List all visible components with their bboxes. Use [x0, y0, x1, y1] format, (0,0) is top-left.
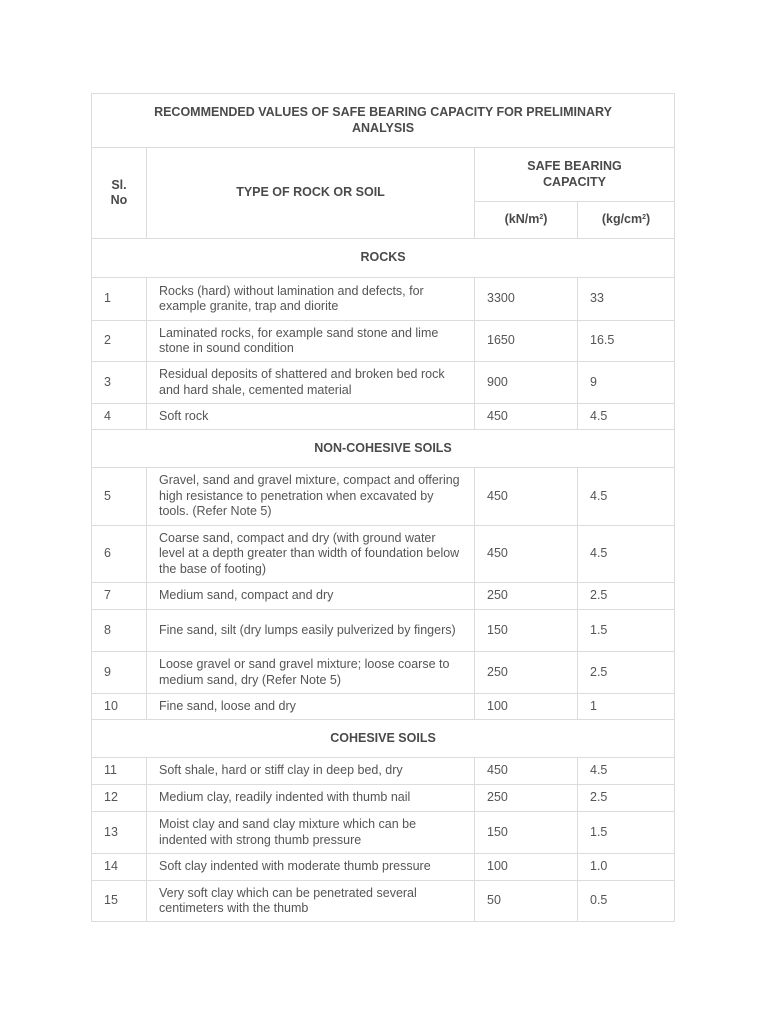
table-row — [92, 785, 675, 812]
value-kn: 3300 — [475, 278, 578, 321]
section-row — [92, 720, 675, 758]
soil-description: Fine sand, loose and dry — [147, 694, 475, 720]
table-row — [92, 468, 675, 526]
soil-description: Soft shale, hard or stiff clay in deep bed, dry — [147, 758, 475, 785]
header-row-1 — [92, 148, 675, 202]
value-kg: 9 — [578, 362, 675, 404]
table-row — [92, 610, 675, 652]
row-number: 9 — [92, 652, 147, 694]
table-row — [92, 321, 675, 362]
section-title: COHESIVE SOILS — [92, 720, 675, 758]
value-kn: 100 — [475, 694, 578, 720]
unit-kn-close: ) — [543, 212, 548, 227]
row-number: 13 — [92, 812, 147, 854]
table-title: RECOMMENDED VALUES OF SAFE BEARING CAPACITY FOR PRELIMINARY ANALYSIS — [92, 94, 675, 148]
table-row — [92, 881, 675, 922]
sl-no-header: Sl. No — [92, 148, 147, 239]
soil-description: Loose gravel or sand gravel mixture; loose coarse to medium sand, dry (Refer Note 5) — [147, 652, 475, 694]
unit-kg-sup: 2 — [642, 214, 647, 222]
soil-description: Moist clay and sand clay mixture which can be indented with strong thumb pressure — [147, 812, 475, 854]
type-header: TYPE OF ROCK OR SOIL — [147, 148, 475, 239]
value-kn: 1650 — [475, 321, 578, 362]
soil-description: Very soft clay which can be penetrated several centimeters with the thumb — [147, 881, 475, 922]
value-kg: 1 — [578, 694, 675, 720]
soil-description: Gravel, sand and gravel mixture, compact and offering high resistance to penetration when excavated by tools. (Refer Note 5) — [147, 468, 475, 526]
value-kg: 16.5 — [578, 321, 675, 362]
title-row — [92, 94, 675, 148]
row-number: 2 — [92, 321, 147, 362]
row-number: 7 — [92, 583, 147, 610]
value-kn: 50 — [475, 881, 578, 922]
value-kn: 450 — [475, 526, 578, 583]
value-kn: 450 — [475, 468, 578, 526]
row-number: 8 — [92, 610, 147, 652]
value-kn: 250 — [475, 583, 578, 610]
section-row — [92, 430, 675, 468]
soil-description: Soft rock — [147, 404, 475, 430]
value-kg: 4.5 — [578, 758, 675, 785]
value-kn: 250 — [475, 785, 578, 812]
table-row — [92, 812, 675, 854]
value-kg: 2.5 — [578, 583, 675, 610]
value-kn: 150 — [475, 610, 578, 652]
table-row — [92, 404, 675, 430]
table-row — [92, 854, 675, 881]
value-kn: 150 — [475, 812, 578, 854]
soil-description: Residual deposits of shattered and broken bed rock and hard shale, cemented material — [147, 362, 475, 404]
unit-kg-header — [578, 202, 675, 239]
soil-description: Rocks (hard) without lamination and defects, for example granite, trap and diorite — [147, 278, 475, 321]
row-number: 5 — [92, 468, 147, 526]
unit-kg-close: ) — [646, 212, 651, 227]
value-kg: 4.5 — [578, 468, 675, 526]
bearing-capacity-table — [91, 93, 675, 922]
unit-kn-header — [475, 202, 578, 239]
table-row — [92, 526, 675, 583]
row-number: 14 — [92, 854, 147, 881]
row-number: 4 — [92, 404, 147, 430]
unit-kn-text: (kN/m — [504, 212, 540, 227]
table-row — [92, 583, 675, 610]
value-kg: 2.5 — [578, 652, 675, 694]
unit-kn-sup: 2 — [539, 214, 544, 222]
value-kg: 4.5 — [578, 404, 675, 430]
soil-description: Fine sand, silt (dry lumps easily pulverized by fingers) — [147, 610, 475, 652]
value-kn: 450 — [475, 404, 578, 430]
value-kg: 2.5 — [578, 785, 675, 812]
value-kg: 1.5 — [578, 812, 675, 854]
row-number: 15 — [92, 881, 147, 922]
soil-description: Laminated rocks, for example sand stone and lime stone in sound condition — [147, 321, 475, 362]
soil-description: Coarse sand, compact and dry (with ground water level at a depth greater than width of foundation below the base of footing) — [147, 526, 475, 583]
value-kg: 33 — [578, 278, 675, 321]
value-kn: 250 — [475, 652, 578, 694]
table-row — [92, 694, 675, 720]
soil-description: Medium sand, compact and dry — [147, 583, 475, 610]
row-number: 12 — [92, 785, 147, 812]
section-row — [92, 239, 675, 278]
value-kg: 4.5 — [578, 526, 675, 583]
value-kn: 900 — [475, 362, 578, 404]
row-number: 10 — [92, 694, 147, 720]
value-kg: 0.5 — [578, 881, 675, 922]
value-kn: 450 — [475, 758, 578, 785]
capacity-header: SAFE BEARING CAPACITY — [475, 148, 675, 202]
section-title: ROCKS — [92, 239, 675, 278]
soil-description: Soft clay indented with moderate thumb pressure — [147, 854, 475, 881]
value-kg: 1.0 — [578, 854, 675, 881]
row-number: 6 — [92, 526, 147, 583]
row-number: 3 — [92, 362, 147, 404]
value-kg: 1.5 — [578, 610, 675, 652]
row-number: 1 — [92, 278, 147, 321]
section-title: NON-COHESIVE SOILS — [92, 430, 675, 468]
soil-description: Medium clay, readily indented with thumb nail — [147, 785, 475, 812]
value-kn: 100 — [475, 854, 578, 881]
row-number: 11 — [92, 758, 147, 785]
table-row — [92, 362, 675, 404]
table-row — [92, 758, 675, 785]
table-row — [92, 278, 675, 321]
unit-kg-text: (kg/cm — [601, 212, 643, 227]
table-row — [92, 652, 675, 694]
